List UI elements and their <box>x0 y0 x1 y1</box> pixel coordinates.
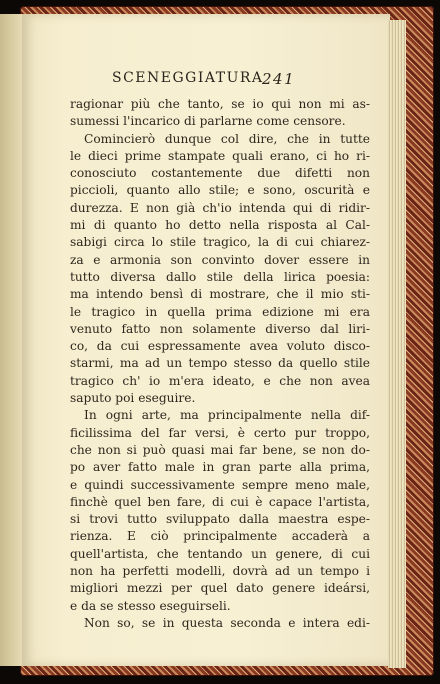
text-line: saputo poi eseguire. <box>70 391 196 406</box>
page-number: 241 <box>262 70 296 88</box>
page-header <box>112 70 322 92</box>
text-line: mi di quanto ho detto nella risposta al Cal- <box>70 218 370 233</box>
running-head: SCENEGGIATURA <box>112 70 264 86</box>
text-line: sumessi l'incarico di parlarne come censore. <box>70 114 346 129</box>
text-line: quell'artista, che tentando un genere, di cui <box>70 546 370 561</box>
text-line: rienza. E ciò principalmente accaderà a <box>70 529 370 544</box>
text-line: le dieci prime stampate quali erano, ci ho ri- <box>70 148 370 163</box>
previous-page-edge <box>0 14 22 666</box>
page-block-edges <box>388 20 406 668</box>
text-line: co, da cui espressamente avea voluto disco- <box>70 339 370 354</box>
text-line: ficilissima del far versi, è certo pur troppo, <box>70 425 370 440</box>
text-line: venuto fatto non solamente diverso dal liri- <box>70 321 370 336</box>
body-text <box>70 96 370 632</box>
text-line: Comincierò dunque col dire, che in tutte <box>84 131 370 146</box>
text-line: si trovi tutto sviluppato dalla maestra espe- <box>70 512 370 527</box>
text-line: che non si può quasi mai far bene, se non do- <box>70 442 370 457</box>
text-line: le tragico in quella prima edizione mi era <box>70 304 370 319</box>
text-line: ma intendo bensì di mostrare, che il mio sti- <box>70 287 370 302</box>
text-line: e quindi successivamente sempre meno male, <box>70 477 370 492</box>
text-line: za e armonia son convinto dover essere in <box>70 252 370 267</box>
text-line: po aver fatto male in gran parte alla prima, <box>70 460 370 475</box>
text-line: migliori mezzi per quel dato genere ideársi, <box>70 581 370 596</box>
text-line: ragionar più che tanto, se io qui non mi as- <box>70 97 370 111</box>
text-line: durezza. E non già ch'io intenda qui di ridir- <box>70 200 370 215</box>
text-line: tragico ch' io m'era ideato, e che non avea <box>70 373 370 388</box>
text-line: conosciuto costantemente due difetti non <box>70 166 370 181</box>
text-line: starmi, ma ad un tempo stesso da quello stile <box>70 356 370 371</box>
text-line: In ogni arte, ma principalmente nella dif- <box>84 408 370 423</box>
text-line: sabigi circa lo stile tragico, la di cui chiarez- <box>70 235 370 250</box>
text-line: tutto diversa dallo stile della lirica poesia: <box>70 269 370 284</box>
text-line: non ha perfetti modelli, dovrà ad un tempo i <box>70 564 370 579</box>
text-line: e da se stesso eseguirseli. <box>70 598 231 613</box>
text-line: piccioli, quanto allo stile; e sono, oscurità e <box>70 183 370 198</box>
text-line: Non so, se in questa seconda e intera edi- <box>84 615 370 630</box>
text-line: finchè quel ben fare, di cui è capace l'artista, <box>70 494 370 509</box>
